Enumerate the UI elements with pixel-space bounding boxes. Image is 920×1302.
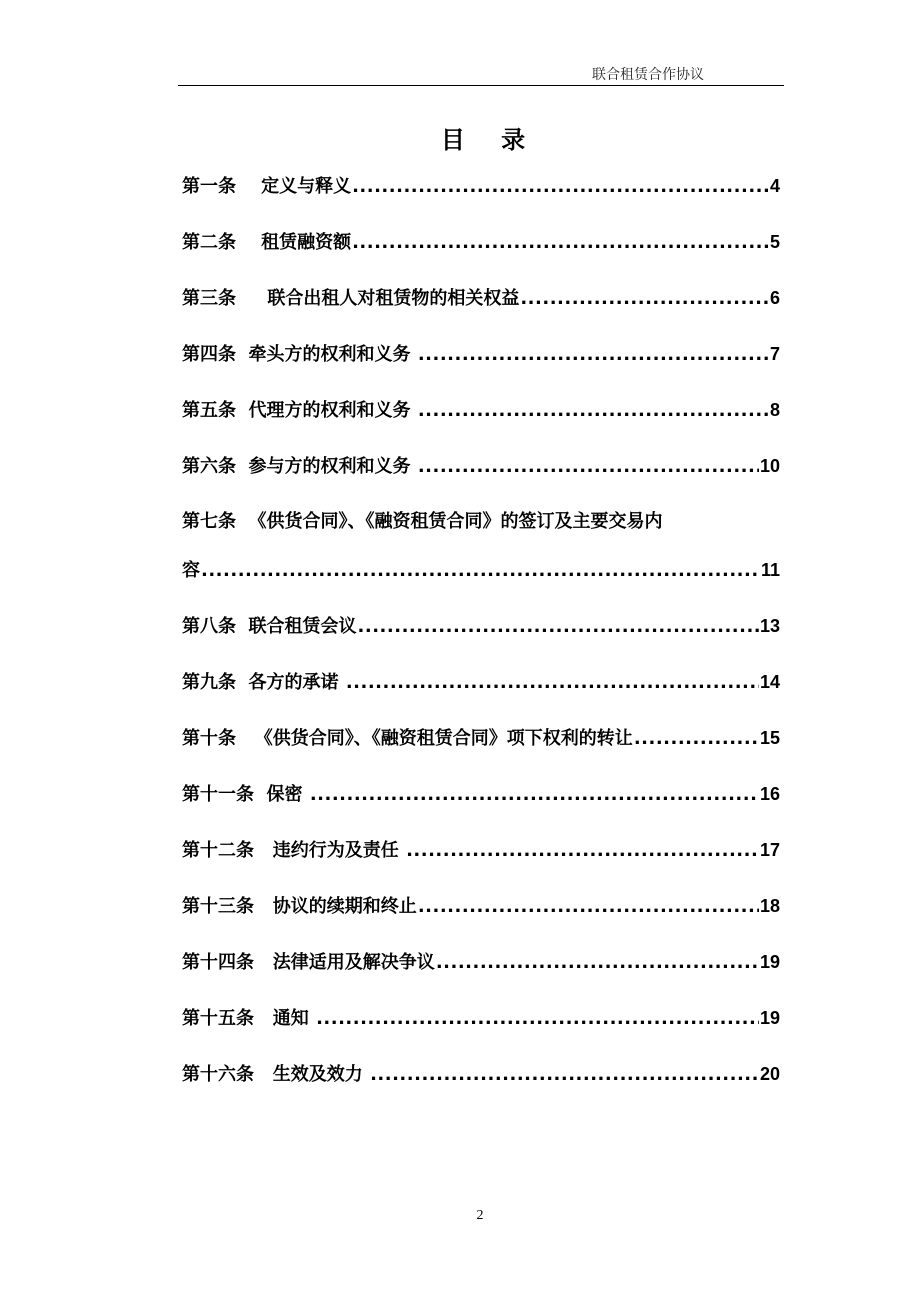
dot-leader xyxy=(436,943,759,983)
toc-entry-label: 第一条 定义与释义 xyxy=(182,176,352,197)
toc-entry-page: 10 xyxy=(759,456,780,476)
running-header: 联合租赁合作协议 xyxy=(592,67,704,83)
toc-entry-label: 第五条 代理方的权利和义务 xyxy=(182,400,417,421)
toc-entry-page: 14 xyxy=(759,672,780,692)
toc-entry-label: 第七条 《供货合同》、《融资租赁合同》的签订及主要交易内 xyxy=(182,511,663,532)
toc-entry-14[interactable] xyxy=(182,942,780,998)
dot-leader xyxy=(352,167,769,207)
dot-leader xyxy=(346,663,759,703)
dot-leader xyxy=(370,1055,759,1095)
toc-entry-page: 11 xyxy=(760,560,780,580)
dot-leader xyxy=(406,831,759,871)
toc-entry-label: 第六条 参与方的权利和义务 xyxy=(182,456,417,477)
dot-leader xyxy=(358,607,759,647)
dot-leader xyxy=(352,223,769,263)
dot-leader xyxy=(418,335,769,375)
toc-entry-2[interactable] xyxy=(182,222,780,278)
toc-entry-label: 第十一条 保密 xyxy=(182,784,309,805)
toc-entry-page: 8 xyxy=(769,400,780,420)
table-of-contents xyxy=(182,166,780,1110)
toc-entry-page: 16 xyxy=(759,784,780,804)
page-number: 2 xyxy=(476,1208,484,1223)
dot-leader xyxy=(520,279,769,319)
dot-leader xyxy=(201,551,760,591)
toc-entry-7[interactable] xyxy=(182,502,780,606)
toc-entry-page: 7 xyxy=(769,344,780,364)
toc-entry-label: 第三条 联合出租人对租赁物的相关权益 xyxy=(182,288,520,309)
toc-entry-15[interactable] xyxy=(182,998,780,1054)
toc-entry-page: 15 xyxy=(759,728,780,748)
toc-entry-label: 第十二条 违约行为及责任 xyxy=(182,840,406,861)
toc-entry-page: 20 xyxy=(759,1064,780,1084)
toc-entry-5[interactable] xyxy=(182,390,780,446)
toc-entry-label: 第十四条 法律适用及解决争议 xyxy=(182,952,435,973)
toc-entry-label: 第十条 《供货合同》、《融资租赁合同》项下权利的转让 xyxy=(182,728,633,749)
toc-entry-label: 第二条 租赁融资额 xyxy=(182,232,352,253)
toc-entry-page: 19 xyxy=(759,1008,780,1028)
dot-leader xyxy=(310,775,759,815)
toc-entry-page: 18 xyxy=(759,896,780,916)
toc-entry-page: 5 xyxy=(769,232,780,252)
toc-entry-label: 第十三条 协议的续期和终止 xyxy=(182,896,417,917)
toc-entry-13[interactable] xyxy=(182,886,780,942)
toc-entry-11[interactable] xyxy=(182,774,780,830)
header-rule xyxy=(178,85,784,86)
toc-title: 目 录 xyxy=(440,126,540,154)
toc-entry-9[interactable] xyxy=(182,662,780,718)
toc-entry-label: 第十六条 生效及效力 xyxy=(182,1064,370,1085)
toc-entry-16[interactable] xyxy=(182,1054,780,1110)
toc-entry-page: 17 xyxy=(759,840,780,860)
toc-entry-6[interactable] xyxy=(182,446,780,502)
toc-entry-10[interactable] xyxy=(182,718,780,774)
dot-leader xyxy=(418,887,759,927)
toc-entry-1[interactable] xyxy=(182,166,780,222)
toc-entry-label: 第十五条 通知 xyxy=(182,1008,316,1029)
toc-entry-12[interactable] xyxy=(182,830,780,886)
toc-entry-label-continued: 容 xyxy=(182,560,200,581)
toc-entry-page: 19 xyxy=(759,952,780,972)
toc-entry-page: 13 xyxy=(759,616,780,636)
toc-entry-3[interactable] xyxy=(182,278,780,334)
dot-leader xyxy=(418,447,759,487)
toc-entry-label: 第八条 联合租赁会议 xyxy=(182,616,357,637)
toc-entry-8[interactable] xyxy=(182,606,780,662)
toc-entry-page: 4 xyxy=(769,176,780,196)
dot-leader xyxy=(634,719,759,759)
toc-entry-label: 第四条 牵头方的权利和义务 xyxy=(182,344,417,365)
toc-entry-label: 第九条 各方的承诺 xyxy=(182,672,345,693)
dot-leader xyxy=(316,999,759,1039)
toc-entry-4[interactable] xyxy=(182,334,780,390)
toc-entry-page: 6 xyxy=(769,288,780,308)
dot-leader xyxy=(418,391,769,431)
